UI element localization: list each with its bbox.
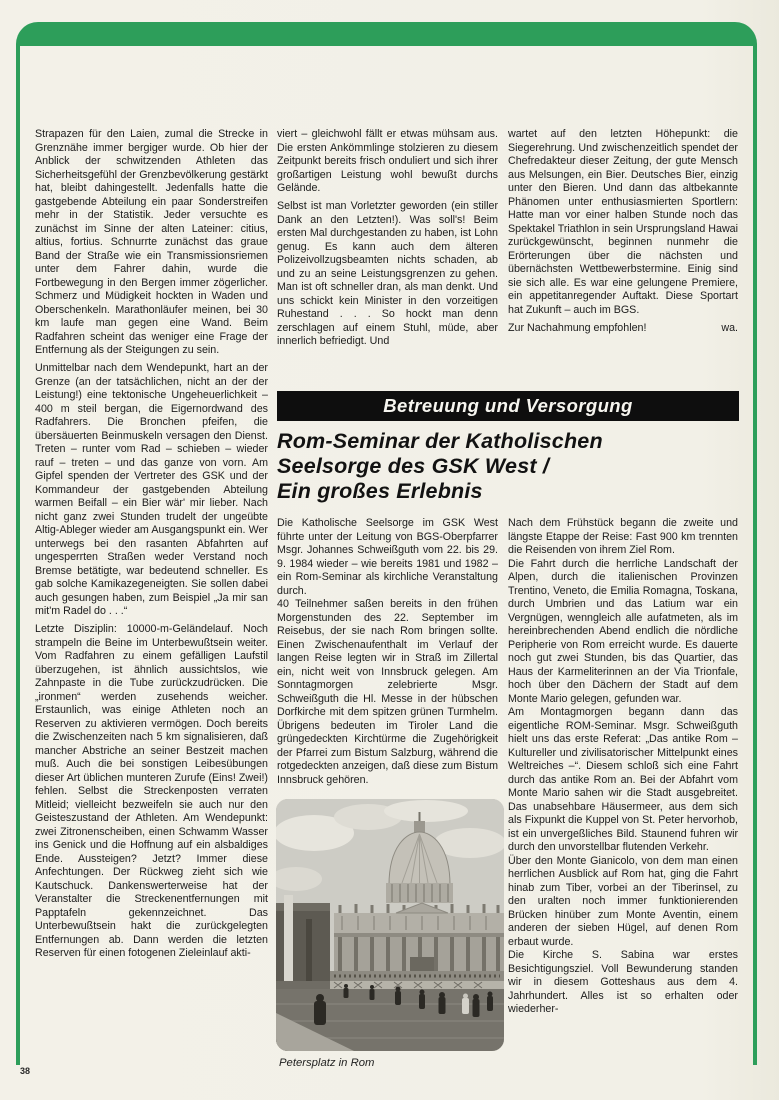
page-number: 38 <box>20 1066 31 1076</box>
paragraph: Nach dem Frühstück begann die zweite und längste Etappe der Reise: Fast 900 km trennten die Reisenden von ihrem Ziel Rom. <box>508 517 738 556</box>
petersplatz-photo <box>276 799 504 1051</box>
paragraph: Unmittelbar nach dem Wendepunkt, hart an der Grenze (an der tatsächlichen, nicht an der der Leistung!) eine tektonische Ungeheuerlichkeit – 400 m steil bergan, die Eigernordwand des Radfahrers. Die Bronchen pfeifen, die übersäuerten Beinmuskeln versagen den Dienst. Treten – runter vom Rad – schieben – wieder rauf – treten – und das ganze von vorn. Am Gipfel spenden der Vertreter des GSK und der Kommandeur der gastgebenden Abteilung warmen Beifall – ein Bier wär' mir lieber. Nach nicht ganz zwei Stunden trudelt der ungeübte Altig-Ableger wieder am Ausgangspunkt ein. Wer unterwegs bei den rasanten Abfahrten auf ungesperrten Straßen weder Verstand noch Bremse betätigte, war bedeutend schneller. Es gab solche Kamikazegeneigten. Sie sollen dabei auch gesungen haben, zum Beispiel „Ja mir san mit'm Radel do . . .“ <box>35 362 268 617</box>
article-title-line: Rom-Seminar der Katholischen <box>277 429 603 453</box>
column-left <box>35 128 268 1085</box>
paragraph: viert – gleichwohl fällt er etwas mühsam aus. Die ersten Ankömmlinge stolzieren zu diesem Zeitpunkt bereits frisch onduliert und sich ihrer großartigen Leistung wohl bewußt durchs Gelände. <box>277 128 498 194</box>
article-title-line: Ein großes Erlebnis <box>277 479 483 503</box>
paragraph: Die Kirche S. Sabina war erstes Besichtigungsziel. Voll Bewunderung standen wir in diesem Gotteshaus aus dem 4. Jahrhundert. Alles ist so erhalten oder wiederher- <box>508 949 738 1015</box>
article-title <box>277 429 742 504</box>
closing-text: Zur Nachahmung empfohlen! <box>508 321 647 334</box>
paragraph: Am Montagmorgen begann dann das eigentliche ROM-Seminar. Msgr. Schweißguth hielt uns das erste Referat: „Das antike Rom – Kultureller und zivilisatorischer Mittelpunkt eines Weltreiches –“. Diesem schloß sich eine Fahrt durch das antike Rom an. Bei der Abfahrt vom Monte Mario sahen wir die Stadt ausgebreitet. Das unabsehbare Häusermeer, aus dem sich als Fixpunkt die Kuppel von St. Peter hervorhob, ist ein unvergeßliches Bild. Staunend fuhren wir durch den unvorstellbar flutenden Verkehr. <box>508 706 738 853</box>
paragraph: Selbst ist man Vorletzter geworden (ein stiller Dank an den Letzten!). Was soll's! Beim ersten Mal durchgestanden zu haben, ist Lohn genug. Es kann auch dem älteren Polizeivollzugsbeamten nichts schaden, ab und zu an seine Leistungsgrenzen zu gehen. Man ist oft schneller dran, als man denkt. Und uns schickt kein Minister in den vorzeitigen Ruhestand . . . So hockt man denn zerschlagen auf einem Stuhl, müde, aber innerlich befriedigt. Und <box>277 200 498 347</box>
article-column-left <box>277 517 498 787</box>
paragraph: Die Katholische Seelsorge im GSK West führte unter der Leitung von BGS-Oberpfarrer Msgr. Johannes Schweißguth vom 22. bis 29. 9. 1984 wieder – wie bereits 1981 und 1982 – ein Rom-Seminar als kirchliche Veranstaltung durch. <box>277 517 498 597</box>
paragraph: wartet auf den letzten Höhepunkt: die Siegerehrung. Und zwischenzeitlich spendet der Chefredakteur dieser Zeitung, der gute Mensch aus Melsungen, ein Bier. Deutsches Bier, einzig unter den Bieren. Und dann das altbekannte Phänomen unter enthusiasmierten Sportlern: Hatte man vor einer halben Stunde noch das Spektakel Triathlon in sein Ursprungsland Hawai zurückgewünscht, beginnen nunmehr die Erörterungen über die nächsten und übernächsten Wettbewerbstermine. Einig sind sie sich alle. Es war eine gelungene Premiere, ein appetitanregender Auftakt. Diese Sportart hat Zukunft – auch im BGS. <box>508 128 738 316</box>
paragraph: 40 Teilnehmer saßen bereits in den frühen Morgenstunden des 22. September im Reisebus, der sie nach Rom bringen sollte. Einen Zwischenaufenthalt im Verlauf der langen Reise legten wir in Straß im Zillertal ein, nicht weit von Innsbruck gelegen. Am Sonntagmorgen zelebrierte Msgr. Schweißguth die Hl. Messe in der hübschen Dorfkirche mit dem spitzen grünen Turmhelm. Übrigens bedeuten im Tiroler Land die grüngedeckten Kirchtürme die Zugehörigkeit der Pfarrei zum Bistum Salzburg, während die rotgedeckten anzeigen, daß diese zum Bistum Innsbruck gehören. <box>277 598 498 786</box>
column-right-top <box>508 128 738 356</box>
photo-caption: Petersplatz in Rom <box>279 1057 375 1069</box>
byline: wa. <box>721 321 738 334</box>
article-title-line: Seelsorge des GSK West / <box>277 454 550 478</box>
closing-line <box>508 322 738 336</box>
paragraph: Die Fahrt durch die herrliche Landschaft der Alpen, durch die italienischen Provinzen Trentino, Veneto, die Emilia Romagna, Toskana, durch Umbrien und das Latium war ein Vergnügen, wenngleich alle aufatmeten, als im hereinbrechenden Abend endlich die nördliche Peripherie von Rom erreicht wurde. Es dauerte noch gut zwei Stunden, bis das Quartier, das Haus der Karmeliterinnen an der Via Trionfale, hoch über den Dächern der Stadt auf dem Monte Mario gelegen, gefunden war. <box>508 557 738 705</box>
paragraph: Letzte Disziplin: 10000-m-Geländelauf. Noch strampeln die Beine im Unterbewußtsein weiter. Vom Radfahren zu einem gefälligen Laufstil überzugehen, ist ähnlich aussichtslos, wie Zahnpaste in die Tube zurückzudrücken. Die „ironmen“ werden zusehends weicher. Erstaunlich, was einige Athleten noch an Reserven zu aktivieren vermögen. Doch bereits die Zwischenzeiten nach 5 km signalisieren, daß mancher Abstriche an seiner Bestzeit machen muß. Auch die bei sonstigen Leibesübungen dieser Art üblichen munteren Zurufe (Eins! Zwei!) fehlen. Selbst die Streckenposten verraten Mitleid; vielleicht bezweifeln sie auch nur den Geisteszustand der Athleten. Am Wendepunkt: zwei Zitronenscheiben, einen Schwamm Wasser ins Genick und die Hoffnung auf ein alsbaldiges Ende. Aussteigen? Jetzt? Immer diese Anfechtungen. Der Rückweg zieht sich wie Kautschuck. Dankenswerterweise hat der Veranstalter die Streckenentfernungen mit Papptafeln gekennzeichnet. Das Unterbewußtsein hakt die zurückgelegten Entfernungen ab. Dann werden die letzten Reserven für einen fotogenen Zieleinlauf akti- <box>35 623 268 959</box>
column-middle-top <box>277 128 498 356</box>
paragraph: Strapazen für den Laien, zumal die Strecke in Grenznähe immer bergiger wurde. Ob hier der Anblick der schwitzenden Athleten das Sicherheitsgefühl der Grenzbevölkerung gestärkt hat, bleibt dahingestellt. Jedenfalls hatte die gastgebende Abteilung ein paar Sonderstreifen mehr in der Statistik. Jeder versuchte es zunächst im Sinne der alten Lateiner: citius, altius, fortius. Schnurrte zunächst das graue Band der Straße wie ein Transmissionsriemen unter dem Fahrer dahin, wurde die Fortbewegung in den Bergen immer zögerlicher. Schmerz und Müdigkeit hockten in Waden und Oberschenkeln. Marathonläufer meinen, bei 30 km laufe man gegen eine Wand. Beim Radfahren scheint das weniger eine Frage der Entfernung als der Steigungen zu sein. <box>35 128 268 356</box>
article-column-right <box>508 517 738 1079</box>
section-banner: Betreuung und Versorgung <box>277 391 739 421</box>
st-peters-basilica-illustration <box>276 799 504 1051</box>
paragraph: Über den Monte Gianicolo, von dem man einen herrlichen Ausblick auf Rom hat, ging die Fahrt hinab zum Tiber, vorbei an der Tiberinsel, zu den uralten noch immer funktionierenden Brücken hinüber zum Monte Aventin, einem anderen der sieben Hügel, auf denen Rom erbaut wurde. <box>508 854 738 948</box>
